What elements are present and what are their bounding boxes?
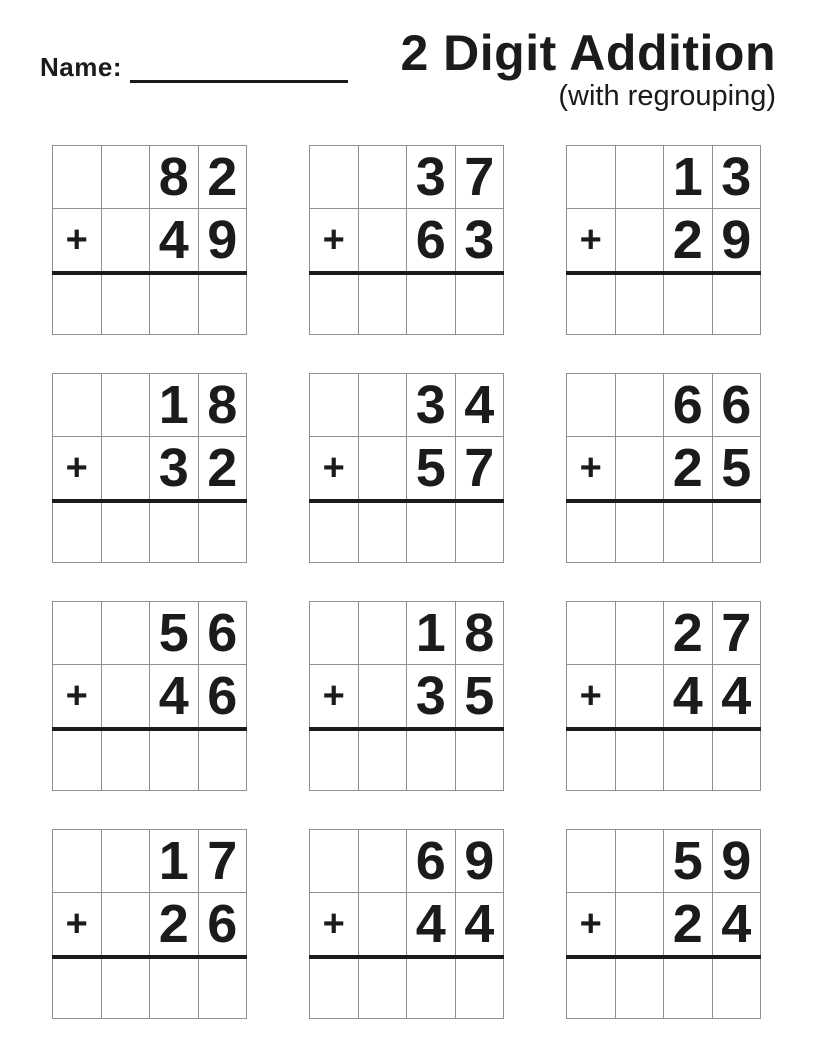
page-title: 2 Digit Addition bbox=[400, 25, 776, 81]
plus-operator-icon: + bbox=[310, 893, 359, 956]
bottom-ones-digit: 5 bbox=[456, 665, 505, 728]
title-block bbox=[400, 26, 776, 113]
bottom-tens-digit: 3 bbox=[407, 665, 456, 728]
bottom-ones-digit: 9 bbox=[713, 209, 762, 272]
name-row bbox=[40, 52, 348, 83]
top-tens-digit: 1 bbox=[664, 146, 713, 209]
blank-cell bbox=[310, 830, 359, 893]
blank-cell bbox=[567, 830, 616, 893]
plus-operator-icon: + bbox=[53, 437, 102, 500]
answer-cell[interactable] bbox=[616, 956, 665, 1019]
addition-problem-5 bbox=[309, 373, 504, 563]
answer-cell[interactable] bbox=[102, 500, 151, 563]
blank-cell bbox=[567, 146, 616, 209]
blank-cell bbox=[616, 893, 665, 956]
bottom-ones-digit: 9 bbox=[199, 209, 248, 272]
answer-cell[interactable] bbox=[102, 272, 151, 335]
addition-problem-12 bbox=[566, 829, 761, 1019]
answer-cell[interactable] bbox=[102, 956, 151, 1019]
plus-operator-icon: + bbox=[567, 437, 616, 500]
blank-cell bbox=[616, 374, 665, 437]
answer-cell[interactable] bbox=[456, 272, 505, 335]
blank-cell bbox=[616, 209, 665, 272]
answer-cell[interactable] bbox=[407, 500, 456, 563]
blank-cell bbox=[102, 146, 151, 209]
answer-cell[interactable] bbox=[53, 500, 102, 563]
top-ones-digit: 7 bbox=[456, 146, 505, 209]
answer-cell[interactable] bbox=[407, 956, 456, 1019]
answer-cell[interactable] bbox=[664, 956, 713, 1019]
bottom-ones-digit: 5 bbox=[713, 437, 762, 500]
addition-problem-1 bbox=[52, 145, 247, 335]
answer-cell[interactable] bbox=[407, 272, 456, 335]
answer-cell[interactable] bbox=[199, 728, 248, 791]
name-blank-line[interactable] bbox=[130, 57, 348, 83]
bottom-tens-digit: 2 bbox=[150, 893, 199, 956]
plus-operator-icon: + bbox=[310, 665, 359, 728]
top-ones-digit: 9 bbox=[713, 830, 762, 893]
answer-cell[interactable] bbox=[713, 500, 762, 563]
addition-problem-6 bbox=[566, 373, 761, 563]
blank-cell bbox=[567, 374, 616, 437]
answer-cell[interactable] bbox=[53, 956, 102, 1019]
answer-cell[interactable] bbox=[713, 728, 762, 791]
bottom-tens-digit: 4 bbox=[150, 665, 199, 728]
top-ones-digit: 6 bbox=[199, 602, 248, 665]
answer-cell[interactable] bbox=[664, 500, 713, 563]
plus-operator-icon: + bbox=[567, 665, 616, 728]
answer-cell[interactable] bbox=[53, 728, 102, 791]
answer-cell[interactable] bbox=[664, 272, 713, 335]
top-tens-digit: 1 bbox=[150, 830, 199, 893]
blank-cell bbox=[359, 374, 408, 437]
plus-operator-icon: + bbox=[567, 209, 616, 272]
bottom-tens-digit: 5 bbox=[407, 437, 456, 500]
blank-cell bbox=[359, 437, 408, 500]
top-tens-digit: 6 bbox=[407, 830, 456, 893]
bottom-ones-digit: 7 bbox=[456, 437, 505, 500]
plus-operator-icon: + bbox=[310, 437, 359, 500]
top-tens-digit: 5 bbox=[664, 830, 713, 893]
bottom-ones-digit: 4 bbox=[713, 665, 762, 728]
blank-cell bbox=[310, 146, 359, 209]
blank-cell bbox=[359, 830, 408, 893]
top-ones-digit: 8 bbox=[199, 374, 248, 437]
answer-cell[interactable] bbox=[616, 500, 665, 563]
top-ones-digit: 2 bbox=[199, 146, 248, 209]
answer-cell[interactable] bbox=[456, 956, 505, 1019]
blank-cell bbox=[616, 830, 665, 893]
plus-operator-icon: + bbox=[53, 665, 102, 728]
blank-cell bbox=[616, 146, 665, 209]
answer-cell[interactable] bbox=[53, 272, 102, 335]
addition-problem-3 bbox=[566, 145, 761, 335]
blank-cell bbox=[359, 146, 408, 209]
answer-cell[interactable] bbox=[199, 500, 248, 563]
blank-cell bbox=[310, 602, 359, 665]
blank-cell bbox=[567, 602, 616, 665]
answer-cell[interactable] bbox=[616, 272, 665, 335]
answer-cell[interactable] bbox=[359, 956, 408, 1019]
blank-cell bbox=[616, 437, 665, 500]
answer-cell[interactable] bbox=[713, 272, 762, 335]
top-tens-digit: 5 bbox=[150, 602, 199, 665]
answer-cell[interactable] bbox=[664, 728, 713, 791]
addition-problem-10 bbox=[52, 829, 247, 1019]
top-ones-digit: 8 bbox=[456, 602, 505, 665]
addition-problem-2 bbox=[309, 145, 504, 335]
bottom-tens-digit: 4 bbox=[407, 893, 456, 956]
top-ones-digit: 7 bbox=[713, 602, 762, 665]
answer-cell[interactable] bbox=[456, 728, 505, 791]
answer-cell[interactable] bbox=[456, 500, 505, 563]
addition-problem-11 bbox=[309, 829, 504, 1019]
blank-cell bbox=[359, 209, 408, 272]
answer-cell[interactable] bbox=[359, 272, 408, 335]
answer-cell[interactable] bbox=[310, 272, 359, 335]
answer-cell[interactable] bbox=[310, 956, 359, 1019]
top-ones-digit: 6 bbox=[713, 374, 762, 437]
answer-cell[interactable] bbox=[567, 272, 616, 335]
blank-cell bbox=[102, 437, 151, 500]
blank-cell bbox=[102, 665, 151, 728]
top-tens-digit: 3 bbox=[407, 374, 456, 437]
blank-cell bbox=[359, 602, 408, 665]
answer-cell[interactable] bbox=[407, 728, 456, 791]
answer-cell[interactable] bbox=[359, 500, 408, 563]
bottom-ones-digit: 2 bbox=[199, 437, 248, 500]
answer-cell[interactable] bbox=[150, 728, 199, 791]
blank-cell bbox=[53, 146, 102, 209]
answer-cell[interactable] bbox=[150, 500, 199, 563]
plus-operator-icon: + bbox=[53, 209, 102, 272]
bottom-ones-digit: 4 bbox=[456, 893, 505, 956]
bottom-ones-digit: 4 bbox=[713, 893, 762, 956]
answer-cell[interactable] bbox=[150, 272, 199, 335]
blank-cell bbox=[53, 374, 102, 437]
plus-operator-icon: + bbox=[567, 893, 616, 956]
addition-problem-9 bbox=[566, 601, 761, 791]
bottom-tens-digit: 2 bbox=[664, 209, 713, 272]
bottom-ones-digit: 6 bbox=[199, 893, 248, 956]
bottom-tens-digit: 2 bbox=[664, 437, 713, 500]
top-ones-digit: 9 bbox=[456, 830, 505, 893]
bottom-tens-digit: 6 bbox=[407, 209, 456, 272]
page-subtitle: (with regrouping) bbox=[558, 80, 776, 112]
answer-cell[interactable] bbox=[150, 956, 199, 1019]
bottom-tens-digit: 3 bbox=[150, 437, 199, 500]
blank-cell bbox=[359, 665, 408, 728]
blank-cell bbox=[102, 209, 151, 272]
answer-cell[interactable] bbox=[199, 272, 248, 335]
blank-cell bbox=[53, 602, 102, 665]
blank-cell bbox=[53, 830, 102, 893]
addition-problem-4 bbox=[52, 373, 247, 563]
answer-cell[interactable] bbox=[713, 956, 762, 1019]
top-ones-digit: 3 bbox=[713, 146, 762, 209]
answer-cell[interactable] bbox=[616, 728, 665, 791]
plus-operator-icon: + bbox=[53, 893, 102, 956]
top-tens-digit: 1 bbox=[407, 602, 456, 665]
blank-cell bbox=[616, 665, 665, 728]
bottom-tens-digit: 2 bbox=[664, 893, 713, 956]
top-tens-digit: 1 bbox=[150, 374, 199, 437]
answer-cell[interactable] bbox=[102, 728, 151, 791]
top-ones-digit: 4 bbox=[456, 374, 505, 437]
answer-cell[interactable] bbox=[359, 728, 408, 791]
bottom-ones-digit: 6 bbox=[199, 665, 248, 728]
top-tens-digit: 6 bbox=[664, 374, 713, 437]
bottom-ones-digit: 3 bbox=[456, 209, 505, 272]
answer-cell[interactable] bbox=[310, 500, 359, 563]
answer-cell[interactable] bbox=[199, 956, 248, 1019]
blank-cell bbox=[102, 830, 151, 893]
addition-problem-8 bbox=[309, 601, 504, 791]
problems-grid bbox=[52, 145, 761, 1019]
top-tens-digit: 3 bbox=[407, 146, 456, 209]
answer-cell[interactable] bbox=[567, 956, 616, 1019]
addition-problem-7 bbox=[52, 601, 247, 791]
blank-cell bbox=[102, 374, 151, 437]
name-label: Name: bbox=[40, 52, 122, 82]
top-tens-digit: 8 bbox=[150, 146, 199, 209]
blank-cell bbox=[102, 893, 151, 956]
top-ones-digit: 7 bbox=[199, 830, 248, 893]
bottom-tens-digit: 4 bbox=[150, 209, 199, 272]
answer-cell[interactable] bbox=[567, 728, 616, 791]
top-tens-digit: 2 bbox=[664, 602, 713, 665]
blank-cell bbox=[359, 893, 408, 956]
plus-operator-icon: + bbox=[310, 209, 359, 272]
blank-cell bbox=[310, 374, 359, 437]
blank-cell bbox=[616, 602, 665, 665]
bottom-tens-digit: 4 bbox=[664, 665, 713, 728]
answer-cell[interactable] bbox=[567, 500, 616, 563]
answer-cell[interactable] bbox=[310, 728, 359, 791]
blank-cell bbox=[102, 602, 151, 665]
